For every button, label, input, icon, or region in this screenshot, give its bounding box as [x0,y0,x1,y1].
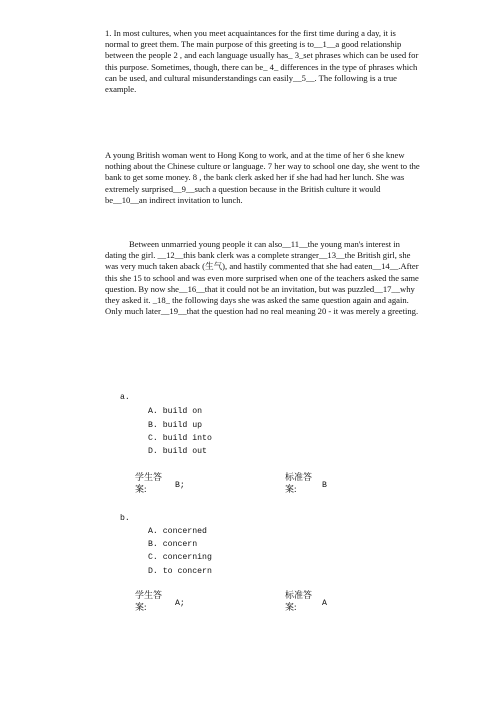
passage-text-1: 1. In most cultures, when you meet acquaintances for the first time during a day, it is normal to greet them. The main purpose of this greeting is to__1__a good relationship between the people 2 , and each language usually has_ 3_set phrases which can be used for this purpose. Sometimes, though, there can be_ 4_ differences in the type of phrases which can be used, and cultural misunderstandings can easily__5__. The following is a true example. [105,28,419,95]
standard-answer-label: 标准答案: [285,590,313,612]
option-d[interactable]: D. to concern [148,567,212,576]
student-answer-label: 学生答案: [135,590,163,612]
standard-answer-value: B [322,481,327,490]
option-a[interactable]: A. concerned [148,527,207,536]
passage-paragraph-1 [105,28,420,95]
standard-answer-label: 标准答案: [285,472,313,494]
option-b[interactable]: B. build up [148,421,203,430]
student-answer-value: A; [175,599,185,608]
passage-paragraph-2 [105,150,420,206]
option-d[interactable]: D. build out [148,447,207,456]
student-answer-value: B; [175,481,185,490]
option-a[interactable]: A. build on [148,407,203,416]
option-c[interactable]: C. build into [148,434,212,443]
option-b[interactable]: B. concern [148,540,198,549]
passage-text-3: Between unmarried young people it can also__11__the young man's interest in dating the girl. __12__this bank clerk was a complete stranger__13__the British girl, she was very much taken aback (生气), and hastily commented that she had eaten__14__.After this she 15 to school and was even more surprised when one of the teachers asked the same question. By now she__16__that it could not be an invitation, but was puzzled__17__why they asked it. _18_ the following days she was asked the same question again and again. Only much later__19__that the question had no real meaning 20 - it was merely a greeting. [105,239,419,317]
standard-answer-value: A [322,599,327,608]
passage-text-2: A young British woman went to Hong Kong to work, and at the time of her 6 she knew nothing about the Chinese culture or language. 7 her way to school one day, she went to the bank to get some money. 8 , the bank clerk asked her if she had had her lunch. She was extremely surprised__9__such a question because in the British culture it would be__10__an indirect invitation to lunch. [105,150,420,205]
student-answer-label: 学生答案: [135,472,163,494]
passage-paragraph-3 [105,239,420,317]
question-label: a. [120,393,130,402]
option-c[interactable]: C. concerning [148,553,212,562]
question-label: b. [120,514,130,523]
